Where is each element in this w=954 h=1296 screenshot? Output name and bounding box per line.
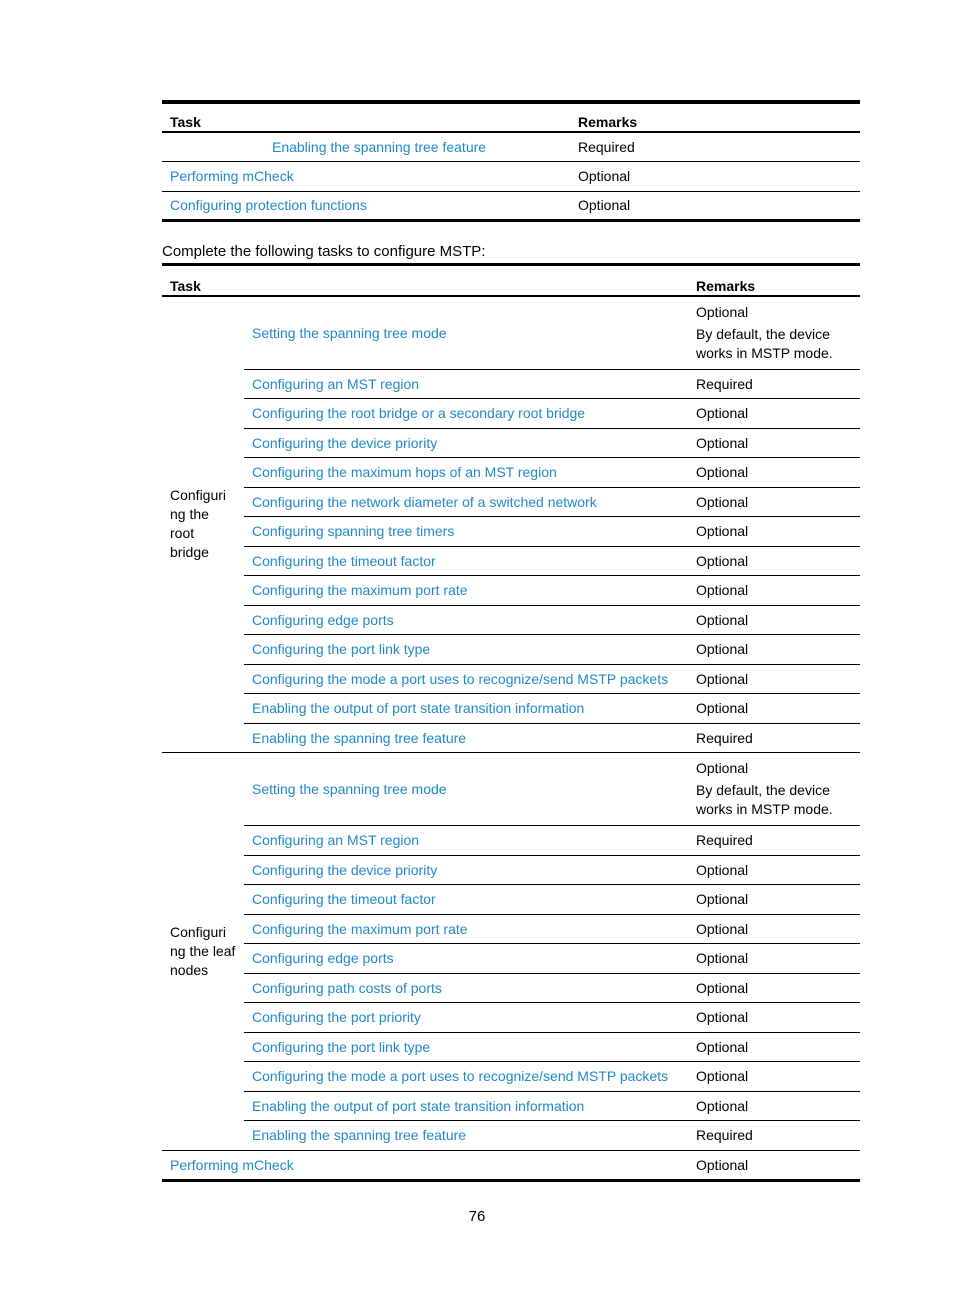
- task-link[interactable]: Configuring edge ports: [252, 950, 394, 967]
- remark-cell: Required: [688, 1121, 860, 1151]
- table-row: [162, 132, 860, 162]
- remark-cell: Optional: [688, 605, 860, 635]
- table-row: [162, 635, 860, 665]
- remark-cell: Optional: [688, 1150, 860, 1181]
- group-label-line: Configuri: [170, 923, 227, 940]
- task-link[interactable]: Configuring the root bridge or a secondary root bridge: [252, 405, 586, 422]
- table-row: [162, 369, 860, 399]
- table-row: [162, 914, 860, 944]
- table-row: [162, 694, 860, 724]
- table-row: [162, 1003, 860, 1033]
- remark-cell: Optional: [688, 546, 860, 576]
- table-row: [162, 723, 860, 753]
- table-row: [162, 664, 860, 694]
- task-link[interactable]: Configuring an MST region: [252, 375, 420, 392]
- task-link[interactable]: Configuring the maximum hops of an MST region: [252, 464, 557, 481]
- task-link[interactable]: Configuring the mode a port uses to recognize/send MSTP packets: [252, 1068, 669, 1085]
- task-link[interactable]: Performing mCheck: [170, 1156, 294, 1173]
- remark-cell: Optional: [688, 855, 860, 885]
- remark-note: By default, the device: [696, 782, 830, 798]
- page-number: 76: [468, 1208, 486, 1225]
- table-row: [162, 944, 860, 974]
- remark-cell: Optional: [688, 914, 860, 944]
- remark-cell: Optional: [688, 885, 860, 915]
- task-link[interactable]: Configuring the timeout factor: [252, 891, 436, 908]
- task-link[interactable]: Setting the spanning tree mode: [252, 781, 447, 797]
- remark-cell: Optional: [688, 635, 860, 665]
- table-row: [162, 576, 860, 606]
- task-link[interactable]: Configuring the port link type: [252, 1038, 431, 1055]
- task-link[interactable]: Configuring the port link type: [252, 641, 431, 658]
- task-link[interactable]: Enabling the spanning tree feature: [252, 729, 467, 746]
- remark-cell: Optional: [688, 1062, 860, 1092]
- table-row: [162, 399, 860, 429]
- remark-cell: Optional: [688, 944, 860, 974]
- remark-cell: Optional: [688, 973, 860, 1003]
- task-link[interactable]: Performing mCheck: [170, 168, 294, 185]
- table-row: [162, 428, 860, 458]
- remark-cell: Optional: [688, 576, 860, 606]
- remark-cell: Optional: [688, 428, 860, 458]
- group-label-line: ng the: [170, 506, 209, 523]
- table-row: [162, 753, 860, 826]
- task-link[interactable]: Configuring spanning tree timers: [252, 523, 455, 540]
- task-link[interactable]: Configuring the network diameter of a switched network: [252, 493, 597, 510]
- table-row: [162, 1062, 860, 1092]
- table-row: [162, 1121, 860, 1151]
- remark-cell: Optional: [688, 1003, 860, 1033]
- task-link[interactable]: Enabling the spanning tree feature: [252, 1127, 467, 1144]
- intro-paragraph: Complete the following tasks to configure MSTP:: [162, 243, 486, 260]
- group-label: [162, 296, 244, 753]
- task-table-1: [162, 100, 860, 222]
- remark-cell: Optional: [688, 1032, 860, 1062]
- table-header-row: [162, 102, 860, 132]
- task-link[interactable]: Enabling the spanning tree feature: [272, 139, 487, 155]
- table-row: [162, 487, 860, 517]
- table-row: [162, 1150, 860, 1181]
- task-link[interactable]: Enabling the output of port state transition information: [252, 1097, 585, 1114]
- group-label-line: ng the leaf: [170, 942, 236, 959]
- group-label-line: nodes: [170, 961, 209, 978]
- task-link[interactable]: Configuring edge ports: [252, 611, 394, 628]
- table-row: [162, 605, 860, 635]
- header-remarks: Remarks: [570, 102, 860, 132]
- table-row: [162, 885, 860, 915]
- table-row: [162, 826, 860, 856]
- remark-note: works in MSTP mode.: [696, 801, 833, 817]
- task-link[interactable]: Configuring the device priority: [252, 861, 438, 878]
- header-remarks: Remarks: [688, 265, 860, 296]
- task-link[interactable]: Configuring the port priority: [252, 1009, 421, 1026]
- table-row: [162, 973, 860, 1003]
- remark-cell: [688, 753, 860, 826]
- remark-cell: Required: [688, 826, 860, 856]
- remark-cell: Optional: [688, 399, 860, 429]
- remark-cell: Required: [570, 132, 860, 162]
- task-link[interactable]: Setting the spanning tree mode: [252, 324, 447, 341]
- table-row: [162, 1091, 860, 1121]
- group-label-line: bridge: [170, 544, 209, 561]
- remark-cell: [688, 296, 860, 370]
- remark-text: Optional: [696, 760, 749, 776]
- remark-cell: Optional: [688, 517, 860, 547]
- group-label-line: root: [170, 525, 195, 542]
- task-link[interactable]: Configuring protection functions: [170, 197, 367, 214]
- group-label-line: Configuri: [170, 487, 227, 504]
- remark-cell: Required: [688, 723, 860, 753]
- remark-cell: Optional: [688, 664, 860, 694]
- task-link[interactable]: Configuring the device priority: [252, 434, 438, 451]
- remark-cell: Optional: [688, 458, 860, 488]
- header-task: Task: [162, 265, 688, 296]
- task-link[interactable]: Configuring the timeout factor: [252, 552, 436, 569]
- remark-cell: Optional: [688, 1091, 860, 1121]
- mstp-task-table: [162, 263, 860, 1182]
- remark-cell: Optional: [570, 162, 860, 192]
- remark-text: Optional: [696, 303, 749, 320]
- header-task: Task: [162, 102, 570, 132]
- remark-cell: Optional: [688, 694, 860, 724]
- remark-note: By default, the device: [696, 325, 830, 342]
- table-row: [162, 855, 860, 885]
- remark-cell: Optional: [688, 487, 860, 517]
- table-row: [162, 458, 860, 488]
- table-header-row: [162, 265, 860, 296]
- table-row: [162, 1032, 860, 1062]
- table-row: [162, 191, 860, 221]
- task-link[interactable]: Configuring the mode a port uses to recognize/send MSTP packets: [252, 670, 669, 687]
- remark-cell: Required: [688, 369, 860, 399]
- task-link[interactable]: Configuring the maximum port rate: [252, 920, 468, 937]
- remark-note: works in MSTP mode.: [696, 344, 833, 361]
- task-link[interactable]: Configuring the maximum port rate: [252, 582, 468, 599]
- remark-cell: Optional: [570, 191, 860, 221]
- table-row: [162, 296, 860, 370]
- task-link[interactable]: Enabling the output of port state transition information: [252, 700, 585, 717]
- table-row: [162, 517, 860, 547]
- task-link[interactable]: Configuring path costs of ports: [252, 979, 442, 996]
- group-label: [162, 753, 244, 1151]
- table-row: [162, 162, 860, 192]
- table-row: [162, 546, 860, 576]
- task-link[interactable]: Configuring an MST region: [252, 832, 420, 849]
